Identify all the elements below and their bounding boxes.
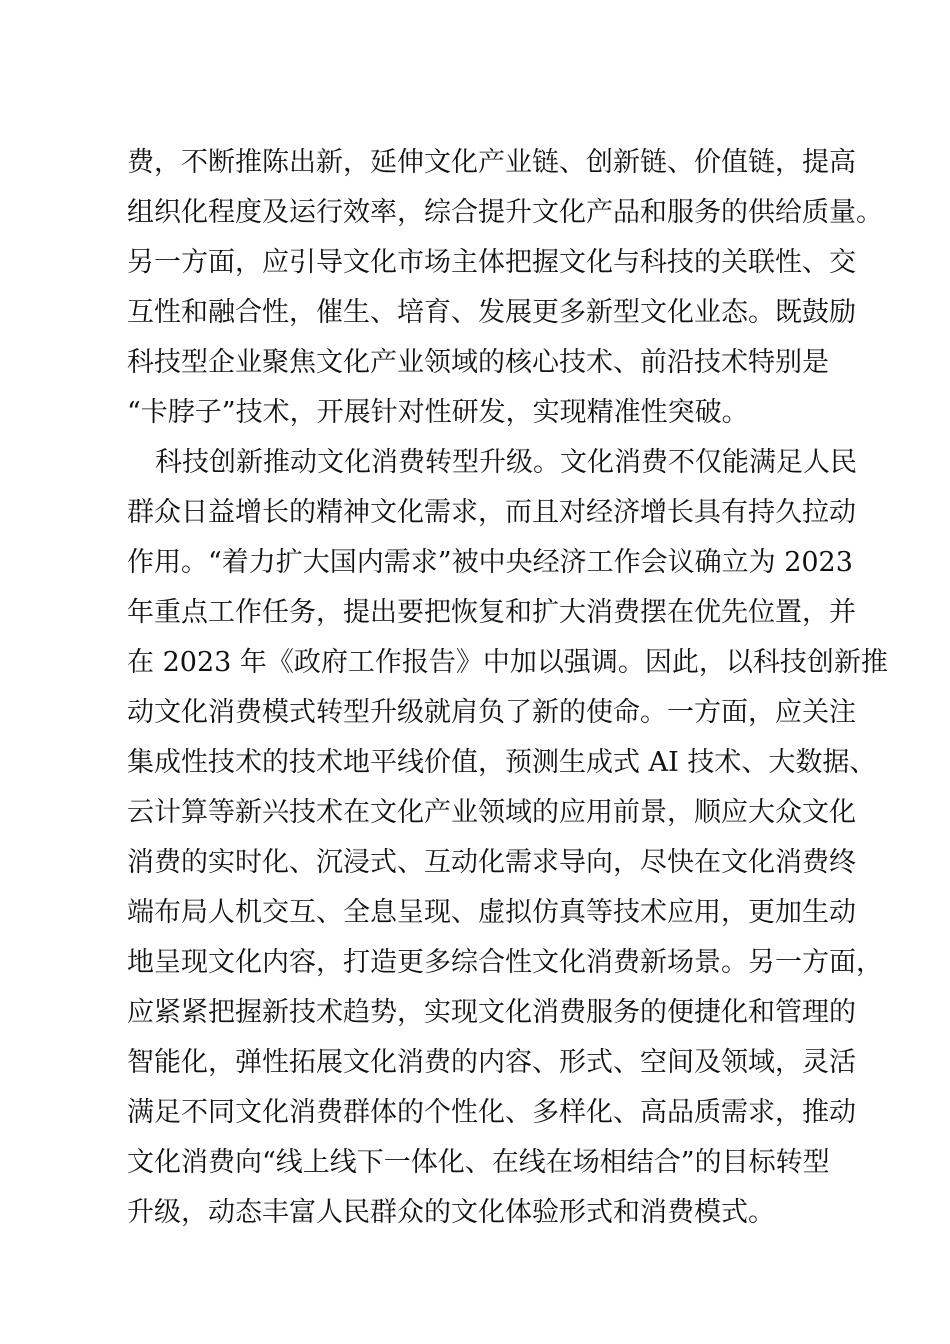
paragraph-line: 作用。“着力扩大国内需求”被中央经济工作会议确立为 2023 <box>127 547 853 578</box>
paragraph-line: 端布局人机交互、全息呈现、虚拟仿真等技术应用，更加生动 <box>127 897 856 928</box>
paragraph-line: 消费的实时化、沉浸式、互动化需求导向，尽快在文化消费终 <box>127 847 856 878</box>
paragraph-2 <box>127 438 888 1238</box>
paragraph-line: 组织化程度及运行效率，综合提升文化产品和服务的供给质量。 <box>127 197 883 228</box>
paragraph-line: 科技创新推动文化消费转型升级。文化消费不仅能满足人民 <box>155 447 857 478</box>
paragraph-line: 群众日益增长的精神文化需求，而且对经济增长具有持久拉动 <box>127 497 856 528</box>
paragraph-line: 年重点工作任务，提出要把恢复和扩大消费摆在优先位置，并 <box>127 597 856 628</box>
paragraph-line: 文化消费向“线上线下一体化、在线在场相结合”的目标转型 <box>127 1147 830 1178</box>
paragraph-line: 升级，动态丰富人民群众的文化体验形式和消费模式。 <box>127 1197 775 1228</box>
document-body <box>127 138 888 1238</box>
paragraph-line: 智能化，弹性拓展文化消费的内容、形式、空间及领域，灵活 <box>127 1047 856 1078</box>
paragraph-line: 动文化消费模式转型升级就肩负了新的使命。一方面，应关注 <box>127 697 856 728</box>
paragraph-line: 云计算等新兴技术在文化产业领域的应用前景，顺应大众文化 <box>127 797 856 828</box>
paragraph-line: 互性和融合性，催生、培育、发展更多新型文化业态。既鼓励 <box>127 297 856 328</box>
paragraph-line: 科技型企业聚焦文化产业领域的核心技术、前沿技术特别是 <box>127 347 829 378</box>
paragraph-line: 地呈现文化内容，打造更多综合性文化消费新场景。另一方面， <box>127 947 883 978</box>
paragraph-line: “卡脖子”技术，开展针对性研发，实现精准性突破。 <box>127 397 749 428</box>
paragraph-line: 集成性技术的技术地平线价值，预测生成式 AI 技术、大数据、 <box>127 747 877 778</box>
paragraph-line: 费，不断推陈出新，延伸文化产业链、创新链、价值链，提高 <box>127 147 856 178</box>
paragraph-1 <box>127 138 883 438</box>
paragraph-line: 在 2023 年《政府工作报告》中加以强调。因此，以科技创新推 <box>127 647 888 678</box>
paragraph-line: 应紧紧把握新技术趋势，实现文化消费服务的便捷化和管理的 <box>127 997 856 1028</box>
paragraph-line: 另一方面，应引导文化市场主体把握文化与科技的关联性、交 <box>127 247 856 278</box>
paragraph-line: 满足不同文化消费群体的个性化、多样化、高品质需求，推动 <box>127 1097 856 1128</box>
